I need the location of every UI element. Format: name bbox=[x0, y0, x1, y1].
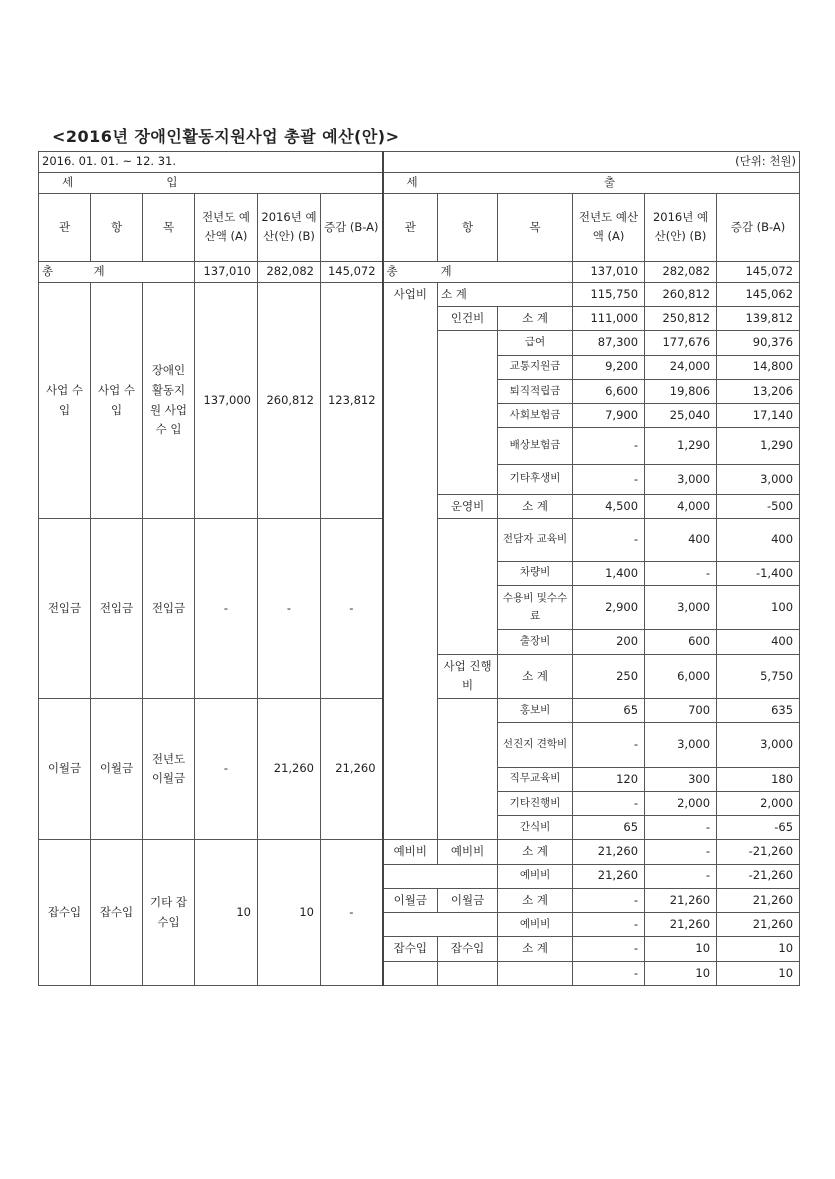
col-gwan: 관 bbox=[39, 193, 91, 262]
col-diff: 증감 (B-A) bbox=[717, 193, 800, 262]
col-hang: 항 bbox=[438, 193, 498, 262]
total-diff: 145,072 bbox=[321, 262, 383, 283]
empty-cell bbox=[383, 767, 438, 791]
expense-diff: 180 bbox=[717, 767, 800, 791]
expense-mok: 직무교육비 bbox=[498, 767, 573, 791]
expense-prev: - bbox=[573, 961, 645, 985]
expense-mok: 교통지원금 bbox=[498, 355, 573, 379]
col-cur: 2016년 예산(안) (B) bbox=[258, 193, 321, 262]
expense-cur: - bbox=[645, 816, 717, 840]
expense-mok: 전담자 교육비 bbox=[498, 519, 573, 561]
expense-mok: 선진지 견학비 bbox=[498, 723, 573, 767]
expense-diff: 5,750 bbox=[717, 654, 800, 698]
expense-gwan: 이월금 bbox=[383, 888, 438, 912]
expense-mok: 예비비 bbox=[498, 864, 573, 888]
total-label: 계 bbox=[91, 262, 195, 283]
empty-cell bbox=[383, 464, 438, 494]
subtotal-label: 소 계 bbox=[498, 307, 573, 331]
empty-cell bbox=[438, 699, 498, 840]
budget-table bbox=[38, 151, 799, 986]
revenue-mok: 장애인 활동지 원 사업수 입 bbox=[143, 282, 195, 518]
expense-mok: 출장비 bbox=[498, 630, 573, 654]
revenue-hang: 잡수입 bbox=[91, 840, 143, 986]
expense-diff: 13,206 bbox=[717, 379, 800, 403]
expense-prev: - bbox=[573, 428, 645, 464]
expense-cur: 21,260 bbox=[645, 913, 717, 937]
revenue-hang: 이월금 bbox=[91, 699, 143, 840]
empty-cell bbox=[438, 519, 498, 654]
revenue-gwan: 전입금 bbox=[39, 519, 91, 699]
expense-cur: 21,260 bbox=[645, 888, 717, 912]
expense-hang: 예비비 bbox=[438, 840, 498, 864]
empty-cell bbox=[383, 791, 438, 815]
col-diff: 증감 (B-A) bbox=[321, 193, 383, 262]
total-cur: 282,082 bbox=[645, 262, 717, 283]
expense-prev: - bbox=[573, 723, 645, 767]
expense-diff: 14,800 bbox=[717, 355, 800, 379]
expense-prev: 87,300 bbox=[573, 331, 645, 355]
expense-diff: -21,260 bbox=[717, 840, 800, 864]
revenue-diff: - bbox=[321, 840, 383, 986]
revenue-gwan: 이월금 bbox=[39, 699, 91, 840]
revenue-diff: 21,260 bbox=[321, 699, 383, 840]
expense-cur: 25,040 bbox=[645, 404, 717, 428]
period: 2016. 01. 01. ~ 12. 31. bbox=[39, 152, 383, 173]
expense-mok: 퇴직적립금 bbox=[498, 379, 573, 403]
expense-diff: 21,260 bbox=[717, 888, 800, 912]
revenue-section-header: 세 입 bbox=[39, 172, 383, 193]
expense-mok: 간식비 bbox=[498, 816, 573, 840]
expense-diff: 21,260 bbox=[717, 913, 800, 937]
expense-diff: -500 bbox=[717, 495, 800, 519]
expense-cur: 2,000 bbox=[645, 791, 717, 815]
revenue-diff: 123,812 bbox=[321, 282, 383, 518]
expense-diff: 400 bbox=[717, 630, 800, 654]
page-title: <2016년 장애인활동지원사업 총괄 예산(안)> bbox=[52, 127, 400, 146]
empty-cell bbox=[383, 723, 438, 767]
empty-cell bbox=[383, 355, 438, 379]
empty-cell bbox=[383, 404, 438, 428]
expense-diff: 400 bbox=[717, 519, 800, 561]
empty-cell bbox=[383, 913, 498, 937]
empty-cell bbox=[383, 495, 438, 519]
expense-cur: 19,806 bbox=[645, 379, 717, 403]
empty-cell bbox=[383, 864, 498, 888]
expense-prev: 4,500 bbox=[573, 495, 645, 519]
subtotal-label: 소 계 bbox=[498, 840, 573, 864]
expense-mok: 홍보비 bbox=[498, 699, 573, 723]
expense-cur: 400 bbox=[645, 519, 717, 561]
total-prev: 137,010 bbox=[195, 262, 258, 283]
empty-cell bbox=[438, 331, 498, 495]
empty-cell bbox=[383, 961, 438, 985]
expense-cur: 3,000 bbox=[645, 464, 717, 494]
subtotal-label: 소 계 bbox=[498, 888, 573, 912]
expense-prev: - bbox=[573, 913, 645, 937]
expense-diff: 145,062 bbox=[717, 282, 800, 306]
expense-diff: 635 bbox=[717, 699, 800, 723]
expense-cur: 3,000 bbox=[645, 723, 717, 767]
total-label: 계 bbox=[438, 262, 573, 283]
expense-prev: 1,400 bbox=[573, 561, 645, 585]
expense-mok: 수용비 및수수료 bbox=[498, 585, 573, 629]
expense-cur: 250,812 bbox=[645, 307, 717, 331]
total-cur: 282,082 bbox=[258, 262, 321, 283]
revenue-hang: 전입금 bbox=[91, 519, 143, 699]
expense-prev: 2,900 bbox=[573, 585, 645, 629]
expense-diff: 1,290 bbox=[717, 428, 800, 464]
expense-prev: 65 bbox=[573, 816, 645, 840]
expense-prev: 250 bbox=[573, 654, 645, 698]
expense-cur: - bbox=[645, 561, 717, 585]
revenue-cur: 260,812 bbox=[258, 282, 321, 518]
empty-cell bbox=[383, 519, 438, 561]
expense-cur: 1,290 bbox=[645, 428, 717, 464]
expense-hang: 운영비 bbox=[438, 495, 498, 519]
revenue-prev: 10 bbox=[195, 840, 258, 986]
revenue-cur: 21,260 bbox=[258, 699, 321, 840]
expense-prev: - bbox=[573, 791, 645, 815]
subtotal-label: 소 계 bbox=[498, 654, 573, 698]
revenue-gwan: 사업 수입 bbox=[39, 282, 91, 518]
expense-mok bbox=[498, 961, 573, 985]
empty-cell bbox=[383, 630, 438, 654]
expense-cur: 4,000 bbox=[645, 495, 717, 519]
expense-diff: -21,260 bbox=[717, 864, 800, 888]
unit-label: (단위: 천원) bbox=[383, 152, 800, 173]
total-diff: 145,072 bbox=[717, 262, 800, 283]
revenue-mok: 전입금 bbox=[143, 519, 195, 699]
expense-mok: 기타진행비 bbox=[498, 791, 573, 815]
expense-diff: -65 bbox=[717, 816, 800, 840]
revenue-mok: 기타 잡수입 bbox=[143, 840, 195, 986]
subtotal-label: 소 계 bbox=[498, 937, 573, 961]
empty-cell bbox=[383, 561, 438, 585]
expense-cur: 6,000 bbox=[645, 654, 717, 698]
expense-mok: 예비비 bbox=[498, 913, 573, 937]
expense-mok: 차량비 bbox=[498, 561, 573, 585]
empty-cell bbox=[438, 961, 498, 985]
expense-cur: 700 bbox=[645, 699, 717, 723]
total-label: 총 bbox=[39, 262, 91, 283]
expense-prev: - bbox=[573, 464, 645, 494]
empty-cell bbox=[383, 654, 438, 698]
expense-cur: 300 bbox=[645, 767, 717, 791]
revenue-prev: - bbox=[195, 519, 258, 699]
expense-cur: 10 bbox=[645, 937, 717, 961]
expense-hang: 사업 진행비 bbox=[438, 654, 498, 698]
expense-diff: 3,000 bbox=[717, 723, 800, 767]
expense-prev: - bbox=[573, 937, 645, 961]
expense-prev: 9,200 bbox=[573, 355, 645, 379]
col-mok: 목 bbox=[143, 193, 195, 262]
expense-diff: 3,000 bbox=[717, 464, 800, 494]
expense-diff: 17,140 bbox=[717, 404, 800, 428]
expense-prev: 200 bbox=[573, 630, 645, 654]
col-cur: 2016년 예산(안) (B) bbox=[645, 193, 717, 262]
expense-prev: 115,750 bbox=[573, 282, 645, 306]
subtotal-label: 소 계 bbox=[438, 282, 573, 306]
revenue-hang: 사업 수입 bbox=[91, 282, 143, 518]
empty-cell bbox=[383, 379, 438, 403]
col-prev: 전년도 예산액 (A) bbox=[195, 193, 258, 262]
expense-prev: 120 bbox=[573, 767, 645, 791]
expense-diff: 139,812 bbox=[717, 307, 800, 331]
expense-cur: 600 bbox=[645, 630, 717, 654]
expense-diff: 10 bbox=[717, 961, 800, 985]
expense-prev: - bbox=[573, 519, 645, 561]
col-mok: 목 bbox=[498, 193, 573, 262]
subtotal-label: 소 계 bbox=[498, 495, 573, 519]
expense-gwan: 예비비 bbox=[383, 840, 438, 864]
expense-cur: 10 bbox=[645, 961, 717, 985]
expense-diff: 2,000 bbox=[717, 791, 800, 815]
revenue-prev: 137,000 bbox=[195, 282, 258, 518]
expense-hang: 잡수입 bbox=[438, 937, 498, 961]
expense-hang: 인건비 bbox=[438, 307, 498, 331]
revenue-gwan: 잡수입 bbox=[39, 840, 91, 986]
expense-diff: 90,376 bbox=[717, 331, 800, 355]
expense-gwan: 잡수입 bbox=[383, 937, 438, 961]
expense-prev: 111,000 bbox=[573, 307, 645, 331]
empty-cell bbox=[383, 699, 438, 723]
total-label: 총 bbox=[383, 262, 438, 283]
expense-cur: 3,000 bbox=[645, 585, 717, 629]
expense-prev: - bbox=[573, 888, 645, 912]
empty-cell bbox=[383, 585, 438, 629]
expense-diff: -1,400 bbox=[717, 561, 800, 585]
expense-diff: 100 bbox=[717, 585, 800, 629]
expense-hang: 이월금 bbox=[438, 888, 498, 912]
expense-cur: - bbox=[645, 840, 717, 864]
expense-gwan: 사업비 bbox=[383, 282, 438, 306]
expense-cur: - bbox=[645, 864, 717, 888]
revenue-cur: 10 bbox=[258, 840, 321, 986]
col-gwan: 관 bbox=[383, 193, 438, 262]
col-hang: 항 bbox=[91, 193, 143, 262]
total-prev: 137,010 bbox=[573, 262, 645, 283]
col-prev: 전년도 예산액 (A) bbox=[573, 193, 645, 262]
empty-cell bbox=[383, 307, 438, 331]
empty-cell bbox=[383, 428, 438, 464]
expense-cur: 260,812 bbox=[645, 282, 717, 306]
expense-mok: 배상보험금 bbox=[498, 428, 573, 464]
revenue-mok: 전년도 이월금 bbox=[143, 699, 195, 840]
revenue-prev: - bbox=[195, 699, 258, 840]
revenue-diff: - bbox=[321, 519, 383, 699]
expense-prev: 65 bbox=[573, 699, 645, 723]
expense-section-header: 세 출 bbox=[383, 172, 800, 193]
empty-cell bbox=[383, 331, 438, 355]
expense-diff: 10 bbox=[717, 937, 800, 961]
revenue-cur: - bbox=[258, 519, 321, 699]
expense-prev: 7,900 bbox=[573, 404, 645, 428]
expense-cur: 24,000 bbox=[645, 355, 717, 379]
expense-cur: 177,676 bbox=[645, 331, 717, 355]
expense-prev: 6,600 bbox=[573, 379, 645, 403]
expense-mok: 사회보험금 bbox=[498, 404, 573, 428]
expense-mok: 급여 bbox=[498, 331, 573, 355]
empty-cell bbox=[383, 816, 438, 840]
expense-prev: 21,260 bbox=[573, 864, 645, 888]
expense-mok: 기타후생비 bbox=[498, 464, 573, 494]
expense-prev: 21,260 bbox=[573, 840, 645, 864]
